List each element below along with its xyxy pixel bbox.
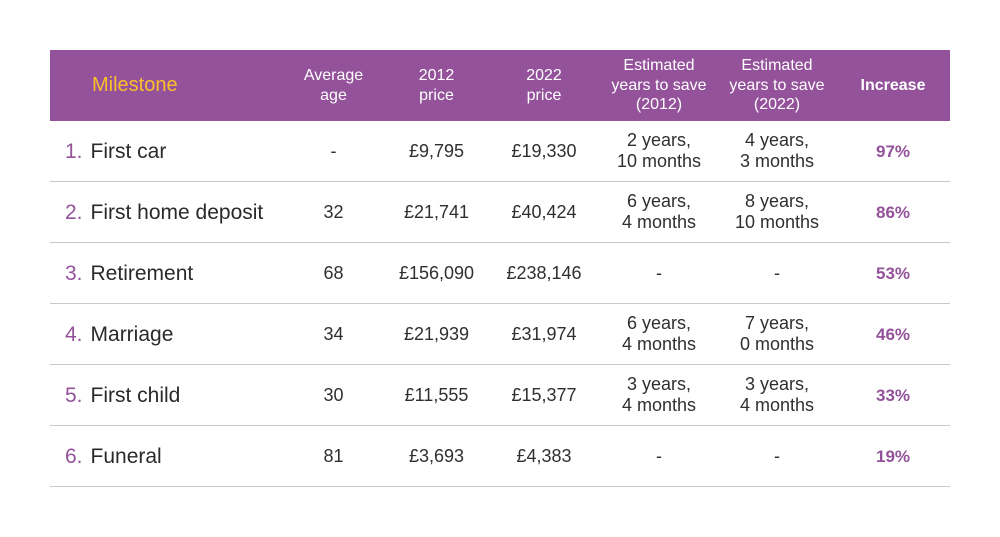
milestone-name: First child bbox=[90, 383, 181, 407]
milestone-cell bbox=[50, 446, 282, 467]
header-years-to-save-2022: Estimated years to save (2022) bbox=[729, 57, 825, 114]
header-2012-price: 2012 price bbox=[418, 67, 455, 104]
age-cell: 81 bbox=[323, 445, 344, 466]
table-row bbox=[50, 365, 950, 426]
milestone-name: Funeral bbox=[90, 444, 162, 468]
increase-cell: 97% bbox=[875, 141, 911, 161]
table-row bbox=[50, 121, 950, 182]
header-increase: Increase bbox=[860, 76, 926, 94]
table-row bbox=[50, 243, 950, 304]
milestone-cell bbox=[50, 385, 282, 406]
price-2012-cell: £9,795 bbox=[408, 140, 465, 161]
milestone-number: 3. bbox=[65, 261, 83, 285]
price-2012-cell: £156,090 bbox=[398, 262, 475, 283]
years-to-save-2022-cell: 4 years, 3 months bbox=[739, 130, 815, 171]
years-to-save-2022-cell: - bbox=[774, 262, 780, 283]
header-milestone: Milestone bbox=[92, 73, 178, 96]
price-2022-cell: £19,330 bbox=[511, 140, 577, 161]
age-cell: 34 bbox=[323, 323, 344, 344]
years-to-save-2012-cell: - bbox=[656, 262, 662, 283]
price-2012-cell: £21,741 bbox=[403, 201, 470, 222]
years-to-save-2022-cell: 8 years, 10 months bbox=[734, 191, 820, 232]
milestone-cell bbox=[50, 324, 282, 345]
milestone-number: 4. bbox=[65, 322, 83, 346]
header-2022-price: 2022 price bbox=[526, 67, 562, 104]
age-cell: 32 bbox=[323, 201, 344, 222]
table-header bbox=[50, 50, 950, 121]
years-to-save-2022-cell: 7 years, 0 months bbox=[739, 313, 815, 354]
header-average-age: Average age bbox=[303, 67, 364, 104]
price-2022-cell: £15,377 bbox=[511, 384, 577, 405]
price-2012-cell: £21,939 bbox=[403, 323, 470, 344]
increase-cell: 19% bbox=[875, 446, 911, 466]
milestone-cell bbox=[50, 263, 282, 284]
milestone-cell bbox=[50, 202, 282, 223]
years-to-save-2012-cell: 6 years, 4 months bbox=[621, 191, 697, 232]
years-to-save-2012-cell: - bbox=[656, 445, 662, 466]
price-2012-cell: £11,555 bbox=[404, 384, 469, 405]
price-2022-cell: £31,974 bbox=[511, 323, 577, 344]
table-row bbox=[50, 304, 950, 365]
header-years-to-save-2012: Estimated years to save (2012) bbox=[611, 57, 707, 114]
milestone-name: Marriage bbox=[90, 322, 174, 346]
years-to-save-2012-cell: 6 years, 4 months bbox=[621, 313, 697, 354]
price-2022-cell: £4,383 bbox=[516, 445, 572, 466]
milestone-name: First car bbox=[90, 139, 167, 163]
years-to-save-2022-cell: 3 years, 4 months bbox=[739, 374, 815, 415]
years-to-save-2012-cell: 2 years, 10 months bbox=[616, 130, 702, 171]
milestone-number: 1. bbox=[65, 139, 83, 163]
age-cell: - bbox=[330, 140, 337, 161]
table-row bbox=[50, 426, 950, 487]
increase-cell: 86% bbox=[875, 202, 911, 222]
table-row bbox=[50, 182, 950, 243]
increase-cell: 53% bbox=[875, 263, 911, 283]
milestones-table bbox=[50, 50, 950, 487]
age-cell: 30 bbox=[323, 384, 344, 405]
years-to-save-2012-cell: 3 years, 4 months bbox=[621, 374, 697, 415]
increase-cell: 33% bbox=[875, 385, 911, 405]
milestone-cell bbox=[50, 141, 282, 162]
milestone-number: 2. bbox=[65, 200, 83, 224]
price-2022-cell: £238,146 bbox=[506, 262, 582, 283]
table-body bbox=[50, 121, 950, 487]
price-2012-cell: £3,693 bbox=[408, 445, 465, 466]
milestone-name: Retirement bbox=[90, 261, 194, 285]
age-cell: 68 bbox=[323, 262, 344, 283]
milestone-number: 6. bbox=[65, 444, 83, 468]
milestone-name: First home deposit bbox=[90, 200, 264, 224]
milestone-number: 5. bbox=[65, 383, 83, 407]
price-2022-cell: £40,424 bbox=[511, 201, 577, 222]
years-to-save-2022-cell: - bbox=[774, 445, 780, 466]
increase-cell: 46% bbox=[875, 324, 911, 344]
